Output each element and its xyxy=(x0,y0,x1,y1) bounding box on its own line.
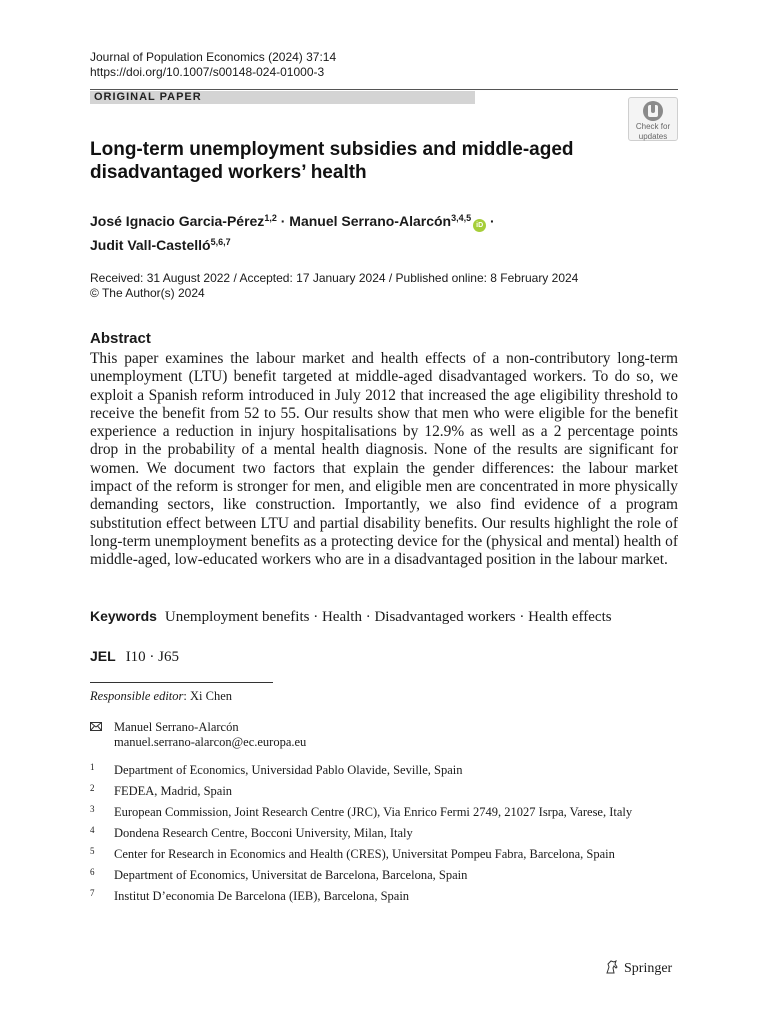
envelope-icon xyxy=(90,722,102,731)
paper-title: Long-term unemployment subsidies and middle-aged disadvantaged workers’ health xyxy=(90,139,574,183)
publisher-name: Springer xyxy=(624,961,673,976)
header-rule xyxy=(90,89,678,90)
journal-header xyxy=(90,50,336,80)
affiliation-number: 5 xyxy=(90,846,95,856)
jel-codes xyxy=(90,648,179,666)
footnote-divider xyxy=(90,682,273,683)
editor-name: : Xi Chen xyxy=(183,689,232,703)
keywords-label: Keywords xyxy=(90,608,157,624)
author-affiliation-sup: 1,2 xyxy=(264,213,277,223)
author-name[interactable]: Judit Vall-Castelló xyxy=(90,237,211,253)
author-affiliation-sup: 5,6,7 xyxy=(210,237,231,247)
publisher-logo xyxy=(604,959,672,977)
bookmark-icon xyxy=(643,101,663,121)
affiliation-item xyxy=(90,868,650,883)
jel-text: I10 · J65 xyxy=(125,649,180,665)
author-name[interactable]: Manuel Serrano-Alarcón xyxy=(289,213,452,229)
affiliation-text: FEDEA, Madrid, Spain xyxy=(114,784,233,798)
responsible-editor xyxy=(90,689,232,704)
springer-horse-icon xyxy=(604,959,620,975)
affiliation-text: Department of Economics, Universidad Pablo Olavide, Seville, Spain xyxy=(114,763,463,777)
journal-citation: Journal of Population Economics (2024) 37:14 xyxy=(90,50,337,64)
abstract-text: This paper examines the labour market and health effects of a non-contributory long-term unemployment (LTU) benefit targeted at middle-aged disadvantaged workers. To do so, we exploit a Spanish reform introduced in July 2012 that increased the age eligibility threshold to receive the benefit from 52 to 55. Our results show that men who were eligible for the benefit experience a reduction in injury hospitalisations by 12.9% as well as a 2 percentage points drop in the probability of a mental health diagnosis. None of the results are significant for women. We document two factors that explain the gender differences: the labour market impact of the reform is stronger for men, and eligible men are concentrated in more physically demanding sectors, like construction. Importantly, we also find evidence of a program substitution effect between LTU and partial disability benefits. Our results highlight the role of long-term unemployment benefits as a protecting device for the (physical and mental) health of middle-aged, low-educated workers who are in a disadvantaged position in the labour market. xyxy=(90,350,678,569)
paper-type-bar xyxy=(90,89,678,105)
doi-link[interactable]: https://doi.org/10.1007/s00148-024-01000-3 xyxy=(90,65,325,79)
author-name[interactable]: José Ignacio Garcia-Pérez xyxy=(90,213,265,229)
keywords xyxy=(90,608,690,626)
jel-label: JEL xyxy=(90,648,116,664)
author-separator: · xyxy=(280,213,286,229)
check-updates-line1: Check for xyxy=(635,122,671,131)
keywords-text: Unemployment benefits · Health · Disadvantaged workers · Health effects xyxy=(164,609,612,625)
affiliation-text: Department of Economics, Universitat de Barcelona, Barcelona, Spain xyxy=(114,868,468,882)
contact-email[interactable]: manuel.serrano-alarcon@ec.europa.eu xyxy=(114,735,307,749)
affiliation-item xyxy=(90,889,650,904)
affiliation-item xyxy=(90,805,650,820)
orcid-icon[interactable]: iD xyxy=(473,219,486,232)
contact-name: Manuel Serrano-Alarcón xyxy=(114,720,239,734)
affiliation-number: 7 xyxy=(90,888,95,898)
affiliation-list xyxy=(90,763,650,910)
affiliation-number: 1 xyxy=(90,762,95,772)
affiliation-item xyxy=(90,784,650,799)
author-list xyxy=(90,208,650,255)
abstract-heading: Abstract xyxy=(90,330,151,347)
affiliation-number: 6 xyxy=(90,867,95,877)
publication-dates xyxy=(90,271,578,301)
affiliation-text: Institut D’economia De Barcelona (IEB), Barcelona, Spain xyxy=(114,889,410,903)
editor-label: Responsible editor xyxy=(90,689,184,703)
affiliation-item xyxy=(90,847,650,862)
affiliation-item xyxy=(90,763,650,778)
check-updates-line2: updates xyxy=(638,132,668,141)
dates-line: Received: 31 August 2022 / Accepted: 17 January 2024 / Published online: 8 February 2024 xyxy=(90,271,579,285)
author-affiliation-sup: 3,4,5 xyxy=(451,213,472,223)
affiliation-text: Center for Research in Economics and Health (CRES), Universitat Pompeu Fabra, Barcelona, Spain xyxy=(114,847,615,861)
author-separator: · xyxy=(490,213,495,229)
affiliation-number: 4 xyxy=(90,825,95,835)
affiliation-text: European Commission, Joint Research Centre (JRC), Via Enrico Fermi 2749, 21027 Isrpa, Varese, Italy xyxy=(114,805,633,819)
paper-type-label: ORIGINAL PAPER xyxy=(90,91,475,104)
affiliation-item xyxy=(90,826,650,841)
copyright-line: © The Author(s) 2024 xyxy=(90,286,205,300)
check-for-updates-button[interactable] xyxy=(628,97,678,141)
affiliation-number: 3 xyxy=(90,804,95,814)
affiliation-text: Dondena Research Centre, Bocconi University, Milan, Italy xyxy=(114,826,413,840)
affiliation-number: 2 xyxy=(90,783,95,793)
